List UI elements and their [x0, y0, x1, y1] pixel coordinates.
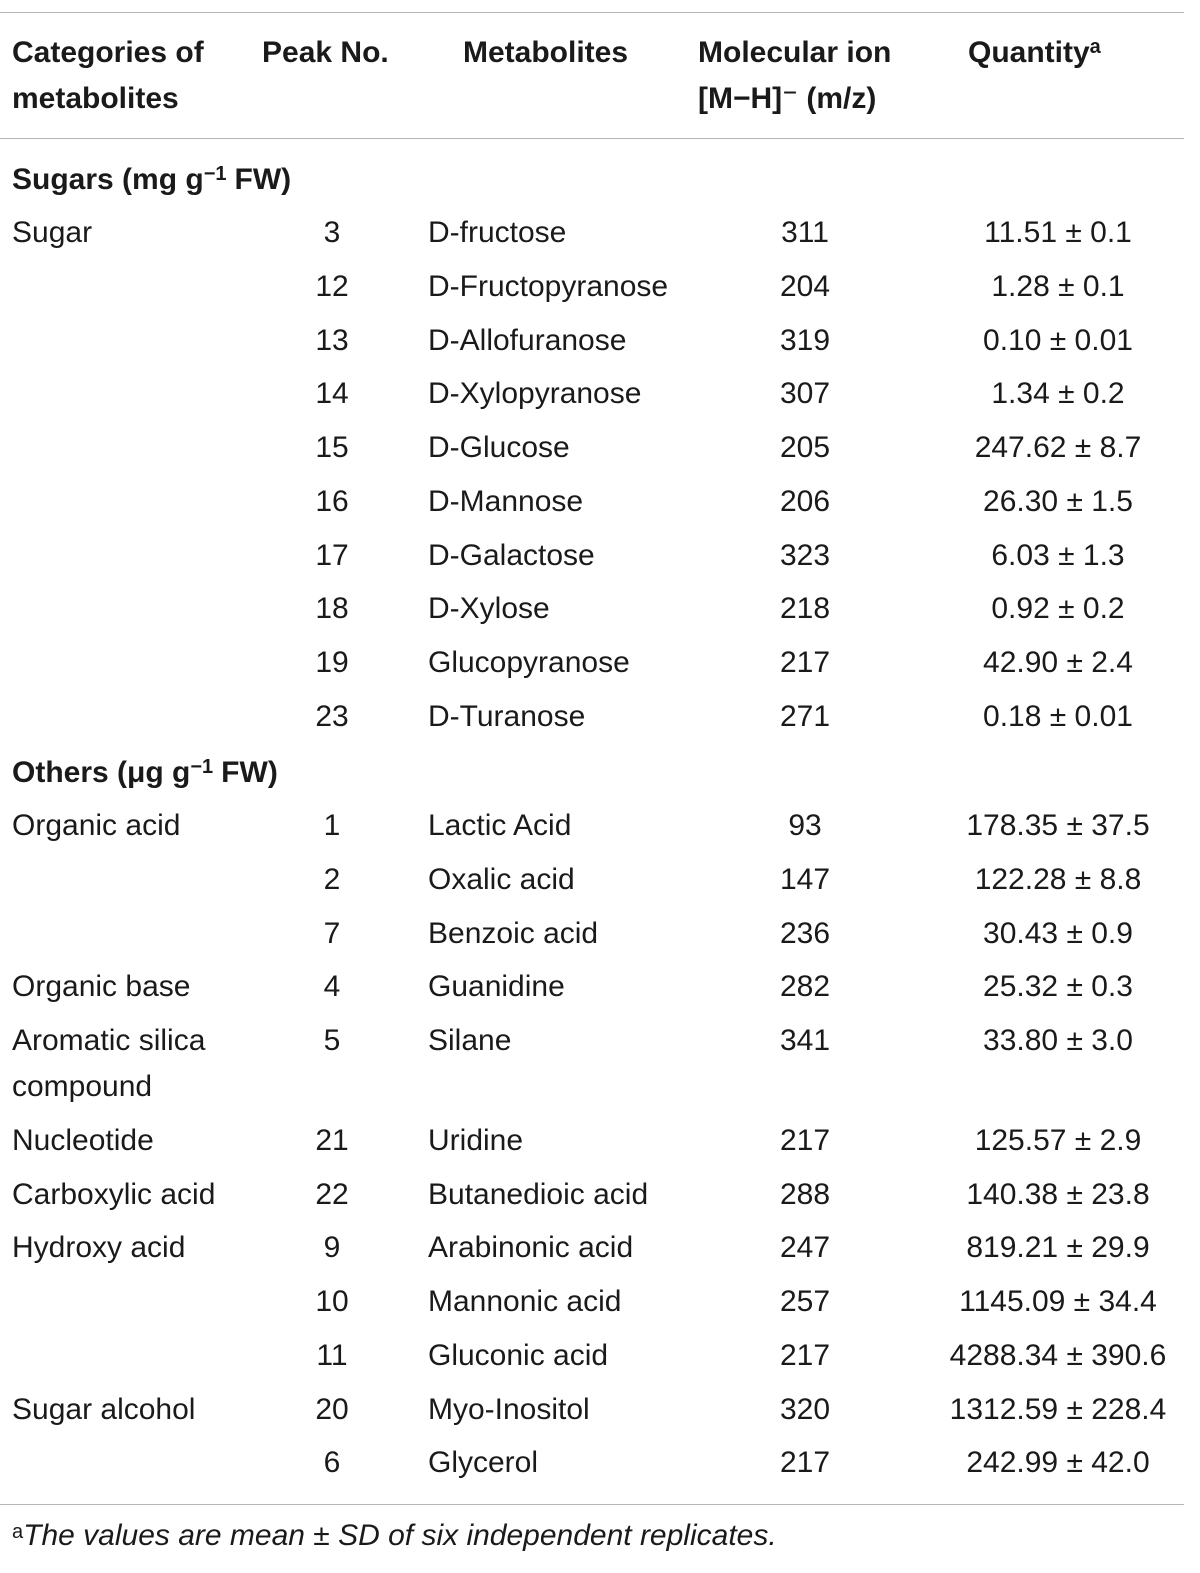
table-row: [0, 428, 1184, 482]
footnote-marker: a: [12, 1521, 24, 1543]
category-cell: Organic base: [12, 970, 191, 1004]
table-row: [0, 374, 1184, 428]
category-cell: Nucleotide: [12, 1123, 154, 1157]
metabolite-cell: Mannonic acid: [428, 1285, 622, 1318]
molecular-ion-cell: 204: [779, 269, 831, 303]
quantity-cell: 178.35 ± 37.5: [966, 809, 1150, 842]
metabolite-cell: Myo-Inositol: [428, 1392, 590, 1426]
molecular-ion-cell: 320: [779, 1392, 831, 1426]
table-row: [0, 697, 1184, 751]
molecular-ion-cell: 247: [779, 1231, 831, 1265]
molecular-ion-cell: 206: [779, 484, 831, 518]
peak-cell: 3: [323, 216, 341, 249]
quantity-cell: 1145.09 ± 34.4: [959, 1285, 1157, 1318]
table-row: [0, 1282, 1184, 1336]
header-peak-no: Peak No.: [262, 36, 389, 69]
peak-cell: 10: [315, 1285, 349, 1318]
category-cell: Hydroxy acid: [12, 1231, 186, 1265]
quantity-cell: 42.90 ± 2.4: [983, 646, 1133, 679]
metabolite-cell: Gluconic acid: [428, 1338, 609, 1372]
category-cell: Aromatic silica: [12, 1024, 206, 1057]
table-row: [0, 267, 1184, 321]
header-categories-line2: metabolites: [12, 82, 179, 115]
metabolite-cell: Butanedioic acid: [428, 1177, 649, 1211]
metabolite-cell: Oxalic acid: [428, 862, 575, 896]
metabolite-cell: D-Glucose: [428, 431, 570, 464]
quantity-cell: 25.32 ± 0.3: [983, 970, 1133, 1004]
table-row: [0, 213, 1184, 267]
molecular-ion-cell: 217: [779, 1446, 831, 1480]
header-quantity: Quantity$^a$: [968, 36, 1101, 69]
quantity-cell: 247.62 ± 8.7: [974, 431, 1142, 464]
molecular-ion-cell: 288: [779, 1177, 831, 1211]
table-row: [0, 1336, 1184, 1390]
header-molecular-ion: [698, 30, 891, 122]
quantity-cell: 122.28 ± 8.8: [974, 862, 1142, 896]
quantity-cell: 0.92 ± 0.2: [991, 592, 1125, 626]
metabolite-cell: D-fructose: [428, 216, 567, 249]
quantity-cell: 11.51 ± 0.1: [984, 216, 1132, 249]
quantity-cell: 0.10 ± 0.01: [983, 323, 1133, 357]
header-categories-line1: Categories of: [12, 36, 204, 69]
peak-cell: 16: [315, 484, 349, 518]
molecular-ion-cell: 257: [779, 1285, 831, 1318]
peak-cell: 23: [315, 699, 349, 733]
peak-cell: 7: [323, 916, 341, 950]
footnote: [12, 1516, 777, 1556]
footnote-text: The values are mean ± SD of six independent replicates.: [23, 1519, 777, 1552]
quantity-cell: 242.99 ± 42.0: [966, 1446, 1150, 1480]
header-rule: [0, 138, 1184, 139]
peak-cell: 20: [315, 1392, 349, 1426]
molecular-ion-cell: 218: [779, 592, 831, 626]
molecular-ion-cell: 93: [788, 809, 822, 842]
peak-cell: 19: [315, 646, 349, 679]
quantity-cell: 140.38 ± 23.8: [966, 1177, 1150, 1211]
metabolite-cell: Glucopyranose: [428, 646, 630, 679]
molecular-ion-cell: 217: [779, 1123, 831, 1157]
metabolite-cell: D-Allofuranose: [428, 323, 627, 357]
quantity-cell: 6.03 ± 1.3: [991, 538, 1125, 572]
molecular-ion-cell: 311: [781, 216, 829, 249]
metabolite-cell: Lactic Acid: [428, 809, 572, 842]
category-cell-continuation: compound: [12, 1070, 153, 1103]
peak-cell: 13: [315, 323, 349, 357]
header-categories: [12, 30, 204, 122]
peak-cell: 1: [323, 809, 341, 842]
table-row: [0, 806, 1184, 860]
peak-cell: 5: [323, 1024, 341, 1057]
molecular-ion-cell: 319: [779, 323, 831, 357]
peak-cell: 21: [315, 1123, 349, 1157]
quantity-cell: 26.30 ± 1.5: [983, 484, 1133, 518]
metabolite-cell: D-Xylopyranose: [428, 377, 642, 411]
metabolite-cell: Glycerol: [428, 1446, 539, 1480]
quantity-cell: 1312.59 ± 228.4: [949, 1392, 1167, 1426]
table-row: [0, 321, 1184, 375]
peak-cell: 15: [315, 431, 349, 464]
table-row: [0, 967, 1184, 1021]
header-metabolites: Metabolites: [463, 36, 629, 69]
table-row: [0, 860, 1184, 914]
peak-cell: 11: [316, 1338, 348, 1372]
molecular-ion-cell: 217: [779, 1338, 831, 1372]
metabolite-cell: Uridine: [428, 1123, 524, 1157]
molecular-ion-cell: 341: [779, 1024, 831, 1057]
metabolite-cell: Arabinonic acid: [428, 1231, 634, 1265]
metabolite-cell: Benzoic acid: [428, 916, 599, 950]
quantity-cell: 1.28 ± 0.1: [991, 269, 1125, 303]
header-molecular-ion-line1: Molecular ion: [698, 36, 892, 69]
metabolite-cell: D-Turanose: [428, 699, 586, 733]
bottom-rule: [0, 1504, 1184, 1505]
table-row: [0, 1121, 1184, 1175]
category-cell: Sugar: [12, 216, 93, 249]
peak-cell: 17: [315, 538, 349, 572]
molecular-ion-cell: 271: [779, 699, 831, 733]
quantity-cell: 1.34 ± 0.2: [991, 377, 1125, 411]
quantity-cell: 33.80 ± 3.0: [983, 1024, 1133, 1057]
peak-cell: 22: [315, 1177, 349, 1211]
peak-cell: 4: [323, 970, 341, 1004]
quantity-cell: 4288.34 ± 390.6: [949, 1338, 1167, 1372]
molecular-ion-cell: 147: [779, 862, 831, 896]
quantity-cell: 819.21 ± 29.9: [966, 1231, 1150, 1265]
metabolite-cell: D-Fructopyranose: [428, 269, 669, 303]
quantity-cell: 125.57 ± 2.9: [974, 1123, 1142, 1157]
peak-cell: 14: [315, 377, 349, 411]
section-title: Sugars (mg $g^{-1}$ FW): [12, 163, 292, 196]
metabolite-cell: Guanidine: [428, 970, 565, 1004]
metabolite-cell: Silane: [428, 1024, 512, 1057]
table-row: [0, 589, 1184, 643]
molecular-ion-cell: 205: [779, 431, 831, 464]
quantity-cell: 0.18 ± 0.01: [983, 699, 1133, 733]
quantity-cell: 30.43 ± 0.9: [983, 916, 1133, 950]
peak-cell: 6: [323, 1446, 341, 1480]
peak-cell: 18: [315, 592, 349, 626]
header-quantity-footnote-marker: a: [1089, 36, 1101, 58]
table-row: [0, 1175, 1184, 1229]
metabolite-cell: D-Xylose: [428, 592, 550, 626]
metabolite-cell: D-Mannose: [428, 484, 584, 518]
metabolite-cell: D-Galactose: [428, 538, 595, 572]
peak-cell: 2: [323, 862, 341, 896]
category-cell: Carboxylic acid: [12, 1177, 216, 1211]
molecular-ion-cell: 236: [779, 916, 831, 950]
molecular-ion-cell: 217: [779, 646, 831, 679]
peak-cell: 9: [323, 1231, 341, 1265]
molecular-ion-cell: 307: [779, 377, 831, 411]
table-row: [0, 643, 1184, 697]
category-cell: Sugar alcohol: [12, 1392, 196, 1426]
category-cell: Organic acid: [12, 809, 181, 842]
molecular-ion-cell: 323: [779, 538, 831, 572]
table-row: [0, 536, 1184, 590]
table-row: [0, 1228, 1184, 1282]
table-row: [0, 914, 1184, 968]
top-rule: [0, 12, 1184, 13]
peak-cell: 12: [315, 269, 349, 303]
table-row: [0, 1390, 1184, 1444]
table-row: [0, 482, 1184, 536]
table-row: [0, 1443, 1184, 1497]
section-title: Others (μg $g^{-1}$ FW): [12, 756, 278, 789]
header-molecular-ion-line2: [M−H]⁻ (m/z): [698, 82, 877, 115]
table-row: [0, 1021, 1184, 1075]
molecular-ion-cell: 282: [779, 970, 831, 1004]
